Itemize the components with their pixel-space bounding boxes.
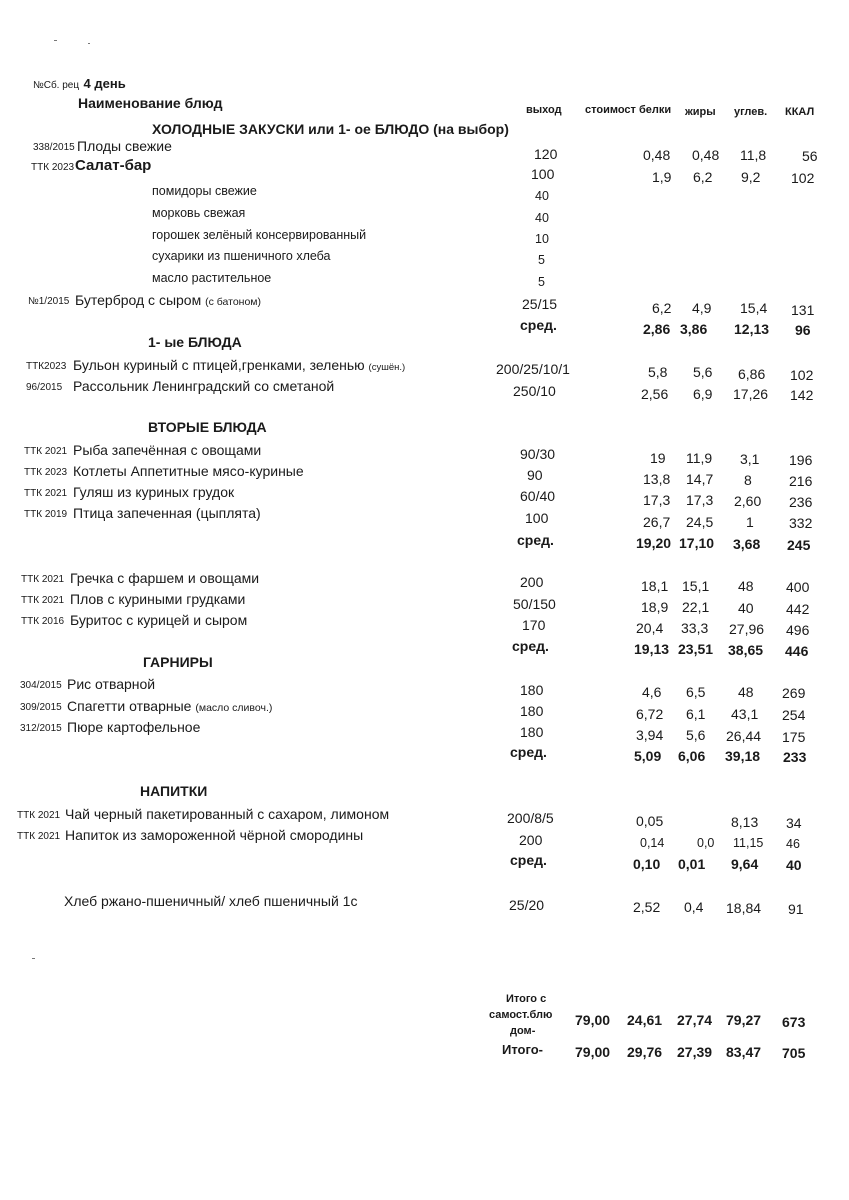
dish-protein: 0,14 xyxy=(640,836,665,850)
dish-protein: 19 xyxy=(650,450,666,466)
dish-fat: 17,3 xyxy=(686,492,714,508)
dish-name: Гуляш из куриных грудок xyxy=(73,484,235,500)
average-fat: 6,06 xyxy=(678,748,706,764)
dish-kcal: 142 xyxy=(790,387,814,403)
scan-speck xyxy=(32,958,35,959)
cost-protein-column-header: стоимост белки xyxy=(585,104,672,116)
dish-output: 90 xyxy=(527,467,543,483)
dish-protein: 5,8 xyxy=(648,364,668,380)
total-label-line4: Итого- xyxy=(502,1042,543,1057)
average-fat: 0,01 xyxy=(678,856,706,872)
row-code: 96/2015 xyxy=(26,382,63,393)
dish-name: Плов с куриными грудками xyxy=(70,591,246,607)
dish-fat: 6,1 xyxy=(686,706,706,722)
ingredient-output: 40 xyxy=(535,211,549,225)
total-label-line2: самост.блю xyxy=(489,1009,553,1021)
total-fat: 27,39 xyxy=(677,1044,713,1060)
bread-output: 25/20 xyxy=(509,897,545,913)
bread-fat: 0,4 xyxy=(684,899,704,915)
dish-name: Плоды свежие xyxy=(77,138,172,154)
average-kcal: 446 xyxy=(785,643,809,659)
dish-carb: 11,15 xyxy=(733,836,764,850)
total-label-line1: Итого с xyxy=(506,993,547,1005)
dish-fat: 0,48 xyxy=(692,147,720,163)
row-code: ТТК 2021 xyxy=(17,810,61,821)
dish-protein: 0,48 xyxy=(643,147,671,163)
average-fat: 23,51 xyxy=(678,641,714,657)
dish-name: Гречка с фаршем и овощами xyxy=(70,570,260,586)
dish-output: 100 xyxy=(531,166,555,182)
section-drinks: НАПИТКИ xyxy=(140,783,208,799)
dish-name: Пюре картофельное xyxy=(67,719,201,735)
dish-fat: 5,6 xyxy=(693,364,713,380)
fat-column-header: жиры xyxy=(685,106,716,118)
dish-kcal: 254 xyxy=(782,707,806,723)
output-column-header: выход xyxy=(526,104,562,116)
dish-carb: 8 xyxy=(744,472,752,488)
dish-carb: 40 xyxy=(738,600,754,616)
bread-name: Хлеб ржано-пшеничный/ хлеб пшеничный 1с xyxy=(64,893,358,909)
row-code: ТТК 2021 xyxy=(17,831,61,842)
average-label: сред. xyxy=(510,744,547,760)
total-cost: 79,00 xyxy=(575,1044,611,1060)
row-code: ТТК 2016 xyxy=(21,616,65,627)
total-cost: 79,00 xyxy=(575,1012,611,1028)
dish-output: 100 xyxy=(525,510,549,526)
dish-output: 200 xyxy=(520,574,544,590)
row-code: 338/2015 xyxy=(33,142,75,153)
dish-fat: 22,1 xyxy=(682,599,710,615)
dish-kcal: 332 xyxy=(789,515,813,531)
dish-protein: 26,7 xyxy=(643,514,671,530)
dish-carb: 17,26 xyxy=(733,386,769,402)
dish-carb: 43,1 xyxy=(731,706,759,722)
dish-kcal: 175 xyxy=(782,729,806,745)
ingredient-name: морковь свежая xyxy=(152,206,246,220)
dish-output: 200 xyxy=(519,832,543,848)
dish-kcal: 236 xyxy=(789,494,813,510)
average-kcal: 245 xyxy=(787,537,811,553)
dish-name: Салат-бар xyxy=(75,157,152,174)
dish-name: Напиток из замороженной чёрной смородины xyxy=(65,827,364,843)
average-label: сред. xyxy=(510,852,547,868)
dish-fat: 5,6 xyxy=(686,727,706,743)
scan-speck xyxy=(88,43,90,44)
dish-output: 180 xyxy=(520,682,544,698)
kcal-column-header: ККАЛ xyxy=(785,106,815,118)
ingredient-name: масло растительное xyxy=(152,271,272,285)
average-kcal: 233 xyxy=(783,749,807,765)
dish-kcal: 496 xyxy=(786,622,810,638)
dish-carb: 15,4 xyxy=(740,300,768,316)
average-carb: 12,13 xyxy=(734,321,770,337)
dish-kcal: 131 xyxy=(791,302,815,318)
average-protein: 19,13 xyxy=(634,641,670,657)
average-protein: 0,10 xyxy=(633,856,661,872)
dish-name: Чай черный пакетированный с сахаром, лимоном xyxy=(65,806,390,822)
carb-column-header: углев. xyxy=(734,106,768,118)
average-carb: 3,68 xyxy=(733,536,761,552)
dish-protein: 2,56 xyxy=(641,386,669,402)
average-fat: 3,86 xyxy=(680,321,708,337)
row-code: ТТК 2021 xyxy=(24,488,68,499)
average-protein: 19,20 xyxy=(636,535,672,551)
dish-fat: 0,0 xyxy=(697,836,715,850)
ingredient-name: помидоры свежие xyxy=(152,184,257,198)
row-code: ТТК 2021 xyxy=(24,446,68,457)
row-code: ТТК 2023 xyxy=(31,162,75,173)
dish-name-group xyxy=(73,357,405,373)
dish-fat: 24,5 xyxy=(686,514,714,530)
section-garnishes: ГАРНИРЫ xyxy=(143,654,213,670)
dish-fat: 33,3 xyxy=(681,620,709,636)
day-label: 4 день xyxy=(83,76,126,91)
ingredient-output: 5 xyxy=(538,253,545,267)
dish-protein: 0,05 xyxy=(636,813,664,829)
dish-output: 50/150 xyxy=(513,596,556,612)
page-header xyxy=(33,75,126,93)
row-code: №1/2015 xyxy=(28,296,70,307)
row-code: ТТК 2023 xyxy=(24,467,68,478)
row-code: ТТК 2021 xyxy=(21,574,65,585)
average-carb: 39,18 xyxy=(725,748,761,764)
row-code: ТТК2023 xyxy=(26,361,67,372)
total-fat: 27,74 xyxy=(677,1012,713,1028)
dish-name-group xyxy=(75,292,261,308)
dish-name: Спагетти отварные xyxy=(67,698,192,714)
dish-name: Котлеты Аппетитные мясо-куриные xyxy=(73,463,304,479)
total-kcal: 705 xyxy=(782,1045,806,1061)
dish-name: Бутерброд с сыром xyxy=(75,292,202,308)
dish-fat: 15,1 xyxy=(682,578,710,594)
total-protein: 24,61 xyxy=(627,1012,663,1028)
dish-kcal: 56 xyxy=(802,148,818,164)
dish-output: 170 xyxy=(522,617,546,633)
total-carb: 83,47 xyxy=(726,1044,762,1060)
dish-name: Буритос с курицей и сыром xyxy=(70,612,248,628)
dish-protein: 18,1 xyxy=(641,578,669,594)
row-code: 304/2015 xyxy=(20,680,62,691)
ingredient-output: 5 xyxy=(538,275,545,289)
dish-output: 25/15 xyxy=(522,296,558,312)
dish-output: 120 xyxy=(534,146,558,162)
average-carb: 9,64 xyxy=(731,856,759,872)
row-code: 312/2015 xyxy=(20,723,62,734)
dish-kcal: 442 xyxy=(786,601,810,617)
average-label: сред. xyxy=(517,532,554,548)
dish-fat: 6,5 xyxy=(686,684,706,700)
dish-carb: 27,96 xyxy=(729,621,765,637)
dish-protein: 6,2 xyxy=(652,300,672,316)
row-code: 309/2015 xyxy=(20,702,62,713)
dish-kcal: 46 xyxy=(786,837,800,851)
dish-fat: 6,9 xyxy=(693,386,713,402)
dish-output: 200/25/10/1 xyxy=(496,361,570,377)
total-label-line3: дом- xyxy=(510,1025,536,1037)
dish-kcal: 102 xyxy=(790,367,814,383)
dish-fat: 14,7 xyxy=(686,471,714,487)
dish-carb: 1 xyxy=(746,514,754,530)
dish-carb: 9,2 xyxy=(741,169,761,185)
dish-carb: 6,86 xyxy=(738,366,766,382)
ingredient-output: 10 xyxy=(535,232,549,246)
dish-note: (с батоном) xyxy=(205,296,262,308)
dish-kcal: 269 xyxy=(782,685,806,701)
dish-kcal: 400 xyxy=(786,579,810,595)
dish-protein: 13,8 xyxy=(643,471,671,487)
dish-protein: 18,9 xyxy=(641,599,669,615)
dish-fat: 6,2 xyxy=(693,169,713,185)
dish-fat: 4,9 xyxy=(692,300,712,316)
ingredient-output: 40 xyxy=(535,189,549,203)
dish-carb: 26,44 xyxy=(726,728,762,744)
dish-carb: 2,60 xyxy=(734,493,762,509)
average-label: сред. xyxy=(520,317,557,333)
average-label: сред. xyxy=(512,638,549,654)
row-code: ТТК 2019 xyxy=(24,509,68,520)
average-carb: 38,65 xyxy=(728,642,764,658)
average-protein: 5,09 xyxy=(634,748,662,764)
dish-carb: 8,13 xyxy=(731,814,759,830)
dish-carb: 3,1 xyxy=(740,451,760,467)
ingredient-name: сухарики из пшеничного хлеба xyxy=(152,249,331,263)
section-cold: ХОЛОДНЫЕ ЗАКУСКИ или 1- ое БЛЮДО (на выбор) xyxy=(152,121,509,137)
bread-carb: 18,84 xyxy=(726,900,762,916)
dish-kcal: 34 xyxy=(786,815,802,831)
dish-name-group xyxy=(67,698,272,714)
dish-protein: 1,9 xyxy=(652,169,672,185)
total-carb: 79,27 xyxy=(726,1012,762,1028)
dish-note: (сушён.) xyxy=(368,362,406,373)
dish-name: Рассольник Ленинградский со сметаной xyxy=(73,378,335,394)
dish-output: 250/10 xyxy=(513,383,556,399)
dish-protein: 4,6 xyxy=(642,684,662,700)
dish-output: 200/8/5 xyxy=(507,810,554,826)
recipe-prefix: №Сб. рец xyxy=(33,80,80,91)
section-second-courses: ВТОРЫЕ БЛЮДА xyxy=(148,419,267,435)
dish-protein: 20,4 xyxy=(636,620,664,636)
dish-kcal: 102 xyxy=(791,170,815,186)
ingredient-name: горошек зелёный консервированный xyxy=(152,228,367,242)
bread-kcal: 91 xyxy=(788,901,804,917)
name-column-header: Наименование блюд xyxy=(78,95,223,111)
dish-name: Рис отварной xyxy=(67,676,156,692)
scan-speck xyxy=(54,40,57,41)
dish-fat: 11,9 xyxy=(686,450,713,466)
dish-output: 90/30 xyxy=(520,446,556,462)
average-kcal: 40 xyxy=(786,857,802,873)
dish-kcal: 196 xyxy=(789,452,813,468)
dish-name: Птица запеченная (цыплята) xyxy=(73,505,261,521)
dish-output: 180 xyxy=(520,724,544,740)
average-protein: 2,86 xyxy=(643,321,671,337)
dish-note: (масло сливоч.) xyxy=(195,702,273,714)
dish-name: Бульон куриный с птицей,гренками, зеленью xyxy=(73,357,365,373)
dish-carb: 48 xyxy=(738,578,754,594)
dish-protein: 6,72 xyxy=(636,706,664,722)
dish-carb: 48 xyxy=(738,684,754,700)
bread-protein: 2,52 xyxy=(633,899,661,915)
dish-output: 180 xyxy=(520,703,544,719)
average-kcal: 96 xyxy=(795,322,811,338)
dish-output: 60/40 xyxy=(520,488,556,504)
average-fat: 17,10 xyxy=(679,535,715,551)
dish-kcal: 216 xyxy=(789,473,813,489)
dish-name: Рыба запечённая с овощами xyxy=(73,442,262,458)
dish-protein: 3,94 xyxy=(636,727,664,743)
row-code: ТТК 2021 xyxy=(21,595,65,606)
section-first-courses: 1- ые БЛЮДА xyxy=(148,334,242,350)
total-kcal: 673 xyxy=(782,1014,806,1030)
dish-protein: 17,3 xyxy=(643,492,671,508)
total-protein: 29,76 xyxy=(627,1044,663,1060)
dish-carb: 11,8 xyxy=(740,147,767,163)
